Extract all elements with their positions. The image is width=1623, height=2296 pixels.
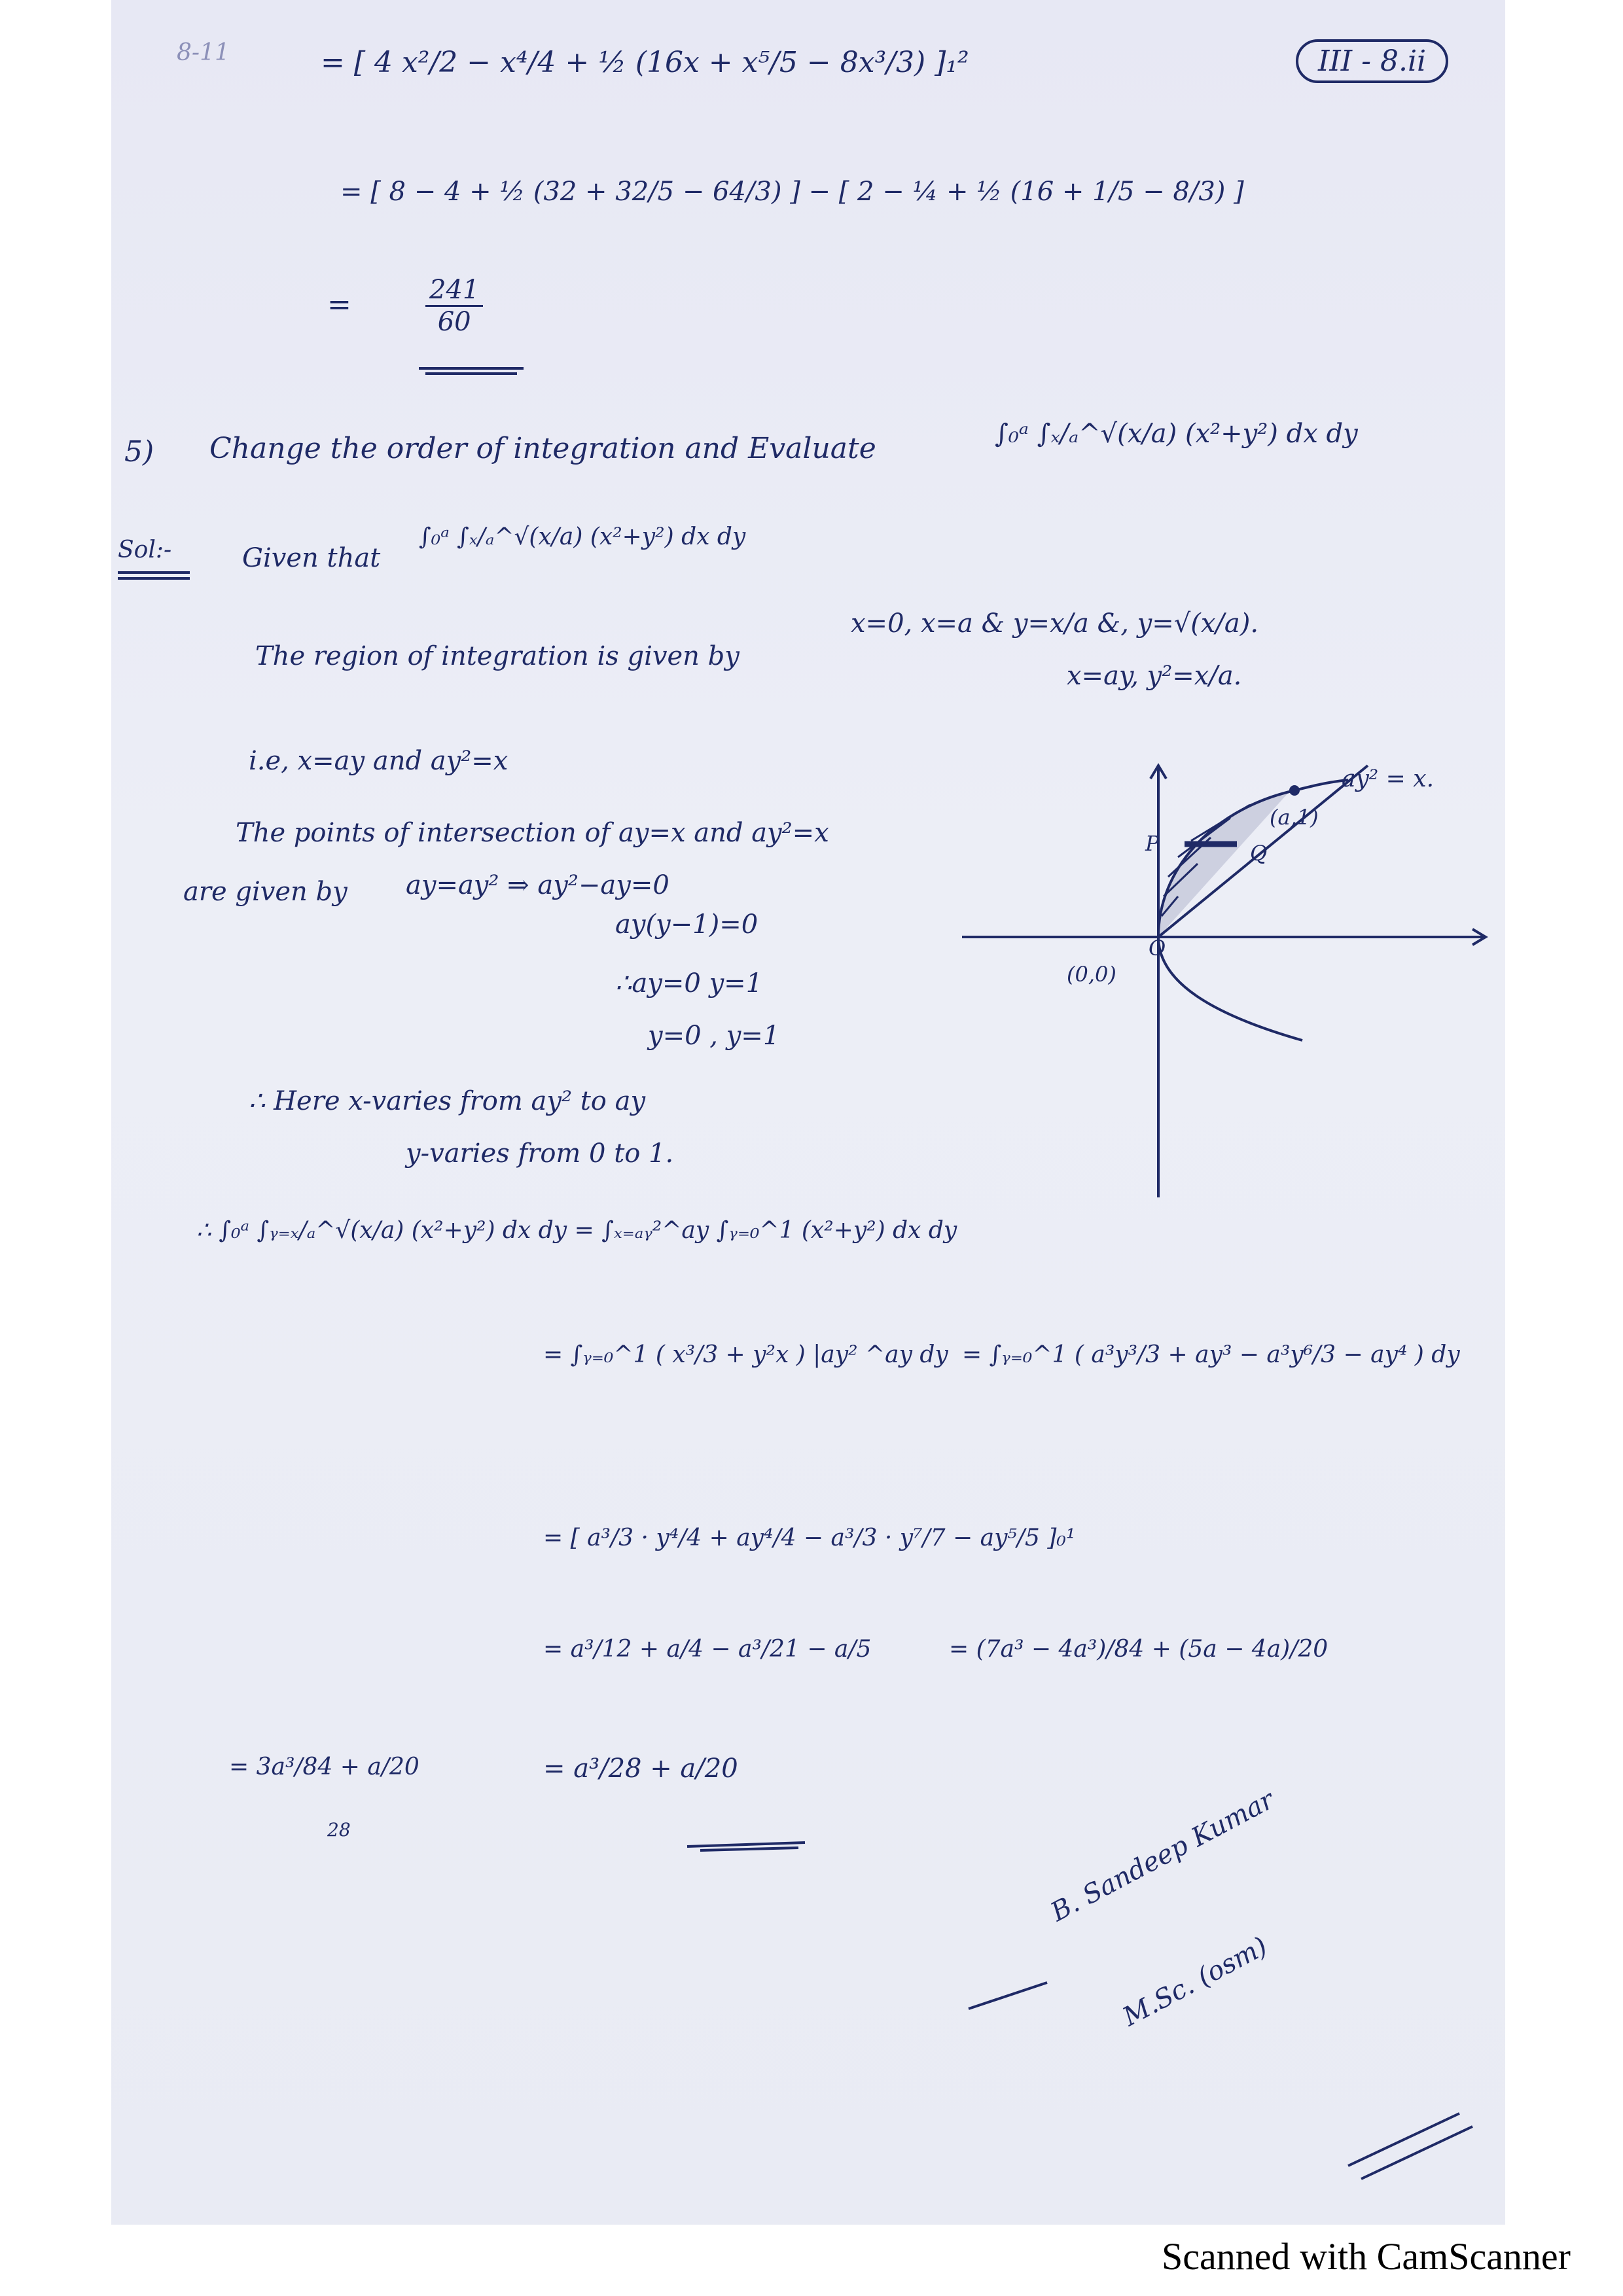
- eval-1b: = ∫ᵧ₌₀^1 ( a³y³/3 + ay³ − a³y⁶/3 − ay⁴ ) dy: [962, 1341, 1460, 1368]
- x-varies: ∴ Here x-varies from ay² to ay: [249, 1086, 646, 1116]
- ie-line: i.e, x=ay and ay²=x: [249, 746, 508, 776]
- origin-o: O: [1149, 936, 1166, 961]
- intersection-text: The points of intersection of ay=x and ay²=x: [236, 818, 829, 848]
- equality-line: ∴ ∫₀ᵃ ∫ᵧ₌ₓ/ₐ^√(x/a) (x²+y²) dx dy = ∫ₓ₌ₐᵧ²^ay ∫ᵧ₌₀^1 (x²+y²) dx dy: [196, 1217, 957, 1244]
- region-bounds-2: x=ay, y²=x/a.: [1067, 661, 1242, 691]
- given-that: Given that: [242, 543, 381, 573]
- fraction-numerator: 241: [425, 275, 483, 307]
- point-label: (a,1): [1270, 805, 1319, 830]
- problem-statement: Change the order of integration and Evaluate: [209, 432, 876, 465]
- eval-4-note: 28: [327, 1819, 351, 1841]
- step-2: ay(y−1)=0: [615, 910, 758, 940]
- point-a1: [1289, 785, 1300, 796]
- p-label: P: [1145, 831, 1160, 856]
- work-line-3-fraction: [425, 275, 483, 337]
- region-text: The region of integration is given by: [255, 641, 740, 671]
- problem-number: 5): [124, 435, 154, 468]
- problem-integral: ∫₀ᵃ ∫ₓ/ₐ^√(x/a) (x²+y²) dx dy: [995, 419, 1358, 449]
- scanned-page: [111, 0, 1505, 2225]
- eval-2: = [ a³/3 · y⁴/4 + ay⁴/4 − a³/3 · y⁷/7 − ay⁵/5 ]₀¹: [543, 1525, 1076, 1551]
- eval-1: = ∫ᵧ₌₀^1 ( x³/3 + y²x ) |ay² ^ay dy: [543, 1341, 948, 1368]
- fraction-denominator: 60: [437, 307, 471, 337]
- final-underline: [687, 1839, 818, 1852]
- work-line-1: = [ 4 x²/2 − x⁴/4 + ½ (16x + x⁵/5 − 8x³/3) ]₁²: [321, 46, 969, 79]
- region-graph: [962, 766, 1499, 1276]
- eval-3b: = (7a³ − 4a³)/84 + (5a − 4a)/20: [949, 1636, 1329, 1663]
- work-line-2: = [ 8 − 4 + ½ (32 + 32/5 − 64/3) ] − [ 2 − ¼ + ½ (16 + 1/5 − 8/3) ]: [340, 177, 1244, 207]
- final-answer: = a³/28 + a/20: [543, 1754, 738, 1784]
- curve-label: ay² = x.: [1342, 766, 1435, 792]
- eval-3: = a³/12 + a/4 − a³/21 − a/5: [543, 1636, 872, 1663]
- work-line-3-eq: =: [327, 288, 351, 321]
- solution-underline: [118, 569, 196, 582]
- origin-label: (0,0): [1067, 962, 1116, 987]
- eval-4: = 3a³/84 + a/20: [229, 1754, 419, 1780]
- q-label: Q: [1250, 841, 1268, 866]
- y-varies: y-varies from 0 to 1.: [406, 1139, 674, 1169]
- signature-name: B. Sandeep Kumar: [1046, 1784, 1279, 1928]
- corner-mark: 8-11: [177, 39, 230, 66]
- step-1: ay=ay² ⇒ ay²−ay=0: [406, 870, 669, 900]
- underline-result: [419, 363, 530, 376]
- region-bounds: x=0, x=a & y=x/a &, y=√(x/a).: [851, 609, 1259, 639]
- step-3: ∴ay=0 y=1: [615, 968, 763, 998]
- given-by-text: are given by: [183, 877, 348, 907]
- signature-flourish: [969, 1930, 1505, 2218]
- parabola-lower: [1158, 937, 1302, 1040]
- given-integral: ∫₀ᵃ ∫ₓ/ₐ^√(x/a) (x²+y²) dx dy: [419, 523, 746, 550]
- signature-degree: M.Sc. (osm): [1118, 1931, 1273, 2032]
- solution-label: Sol:-: [118, 537, 172, 563]
- scanner-footer: Scanned with CamScanner: [1162, 2235, 1571, 2278]
- page-tag: [1296, 39, 1448, 83]
- step-4: y=0 , y=1: [648, 1021, 780, 1051]
- page-tag-text: III - 8.ii: [1318, 44, 1427, 78]
